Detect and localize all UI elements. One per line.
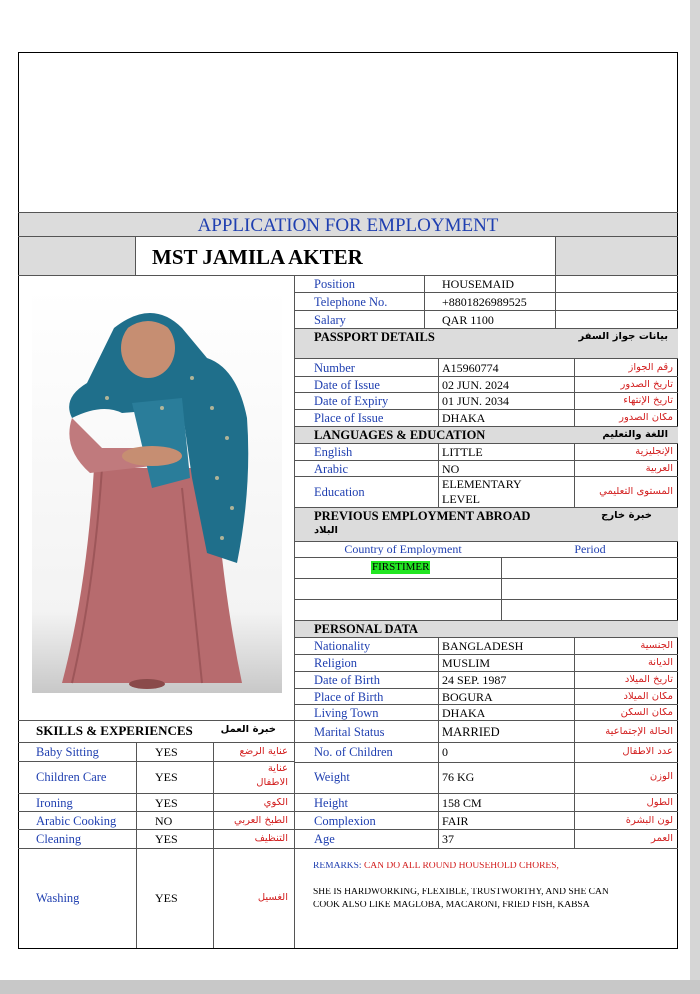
previous-title: PREVIOUS EMPLOYMENT ABROAD (314, 510, 531, 523)
languages-title-arabic: اللغة والتعليم (602, 430, 668, 440)
arabic-label: Arabic (314, 463, 349, 476)
weight-arabic: الوزن (649, 772, 673, 782)
place-of-issue-arabic: مكان الصدور (619, 413, 673, 423)
nationality-label: Nationality (314, 640, 371, 653)
baby-sitting-arabic: عناية الرضع (239, 747, 288, 757)
baby-sitting-label: Baby Sitting (36, 746, 99, 759)
page-bottom-bar (0, 980, 700, 994)
children-care-arabic-2: الأطفال (256, 778, 288, 788)
height-arabic: الطول (646, 798, 673, 808)
weight-label: Weight (314, 771, 350, 784)
applicant-name: MST JAMILA AKTER (152, 245, 363, 269)
education-value-line1: ELEMENTARY (442, 478, 522, 490)
passport-title-arabic: بيانات جواز السفر (578, 332, 668, 342)
ironing-label: Ironing (36, 797, 73, 810)
washing-label: Washing (36, 892, 80, 905)
skills-title: SKILLS & EXPERIENCES (36, 724, 193, 737)
date-of-birth-value: 24 SEP. 1987 (442, 674, 507, 686)
remarks-text: CAN DO ALL ROUND HOUSEHOLD CHORES, (363, 862, 559, 871)
name-band-right (556, 237, 677, 275)
cleaning-arabic: التنظيف (254, 834, 288, 844)
nationality-arabic: الجنسية (640, 641, 673, 651)
children-label: No. of Children (314, 746, 393, 759)
arabic-cooking-value: NO (155, 815, 173, 827)
place-of-birth-label: Place of Birth (314, 691, 384, 704)
country-of-employment-header: Country of Employment (344, 543, 462, 555)
passport-title: PASSPORT DETAILS (314, 331, 435, 344)
place-of-birth-arabic: مكان الميلاد (623, 692, 673, 702)
age-arabic: العمر (651, 834, 673, 844)
cleaning-value: YES (155, 833, 178, 845)
baby-sitting-value: YES (155, 746, 178, 758)
weight-value: 76 KG (442, 771, 475, 783)
washing-arabic: الغسيل (257, 893, 288, 903)
living-town-value: DHAKA (442, 707, 486, 719)
name-band-left (19, 237, 135, 275)
education-value-line2: LEVEL (442, 493, 480, 505)
scroll-gutter (690, 0, 700, 994)
religion-value: MUSLIM (442, 657, 491, 669)
age-value: 37 (442, 833, 454, 845)
religion-label: Religion (314, 657, 358, 670)
remarks-line1 (313, 862, 559, 872)
remarks-line3: COOK ALSO LIKE MAGLOBA, MACARONI, FRIED FISH, KABSA (313, 901, 590, 910)
place-of-issue-value: DHAKA (442, 412, 486, 424)
date-of-expiry-value: 01 JUN. 2034 (442, 395, 510, 407)
place-of-issue-label: Place of Issue (314, 412, 384, 425)
ironing-value: YES (155, 797, 178, 809)
height-label: Height (314, 797, 349, 810)
children-arabic: عدد الأطفال (622, 747, 673, 757)
marital-status-label: Marital Status (314, 726, 385, 739)
form-title: APPLICATION FOR EMPLOYMENT (197, 215, 499, 236)
date-of-expiry-arabic: تاريخ الإنتهاء (623, 396, 673, 406)
arabic-value: NO (442, 463, 460, 475)
height-value: 158 CM (442, 797, 482, 809)
complexion-arabic: لون البشرة (625, 816, 673, 826)
education-arabic: المستوى التعليمي (599, 487, 673, 497)
ironing-arabic: الكوي (263, 798, 288, 808)
previous-title-arabic-1: خبرة خارج (601, 511, 652, 521)
position-label: Position (314, 278, 355, 291)
remarks-label: REMARKS: (313, 862, 362, 871)
salary-value: QAR 1100 (442, 314, 494, 326)
living-town-arabic: مكان السكن (620, 708, 673, 718)
arabic-arabic: العربية (645, 464, 673, 474)
date-of-expiry-label: Date of Expiry (314, 395, 389, 408)
passport-number-value: A15960774 (442, 362, 499, 374)
date-of-issue-value: 02 JUN. 2024 (442, 379, 510, 391)
skills-title-arabic: خبرة العمل (220, 725, 276, 735)
arabic-cooking-arabic: الطبخ العربي (234, 816, 288, 826)
cleaning-label: Cleaning (36, 833, 82, 846)
children-care-arabic-1: عناية (267, 764, 288, 774)
applicant-photo (32, 288, 282, 693)
english-value: LITTLE (442, 446, 483, 458)
date-of-issue-label: Date of Issue (314, 379, 380, 392)
salary-label: Salary (314, 314, 346, 327)
nationality-value: BANGLADESH (442, 640, 524, 652)
english-arabic: الإنجليزية (635, 447, 673, 457)
complexion-label: Complexion (314, 815, 376, 828)
passport-number-arabic: رقم الجواز (628, 363, 673, 373)
marital-status-arabic: الحالة الإجتماعية (605, 727, 673, 737)
period-header: Period (574, 543, 606, 555)
children-value: 0 (442, 746, 448, 758)
arabic-cooking-label: Arabic Cooking (36, 815, 117, 828)
children-care-value: YES (155, 771, 178, 783)
religion-arabic: الديانة (647, 658, 673, 668)
date-of-issue-arabic: تاريخ الصدور (620, 380, 673, 390)
date-of-birth-arabic: تاريخ الميلاد (624, 675, 673, 685)
place-of-birth-value: BOGURA (442, 691, 493, 703)
personal-title: PERSONAL DATA (314, 623, 419, 636)
passport-number-label: Number (314, 362, 355, 375)
remarks-line2: SHE IS HARDWORKING, FLEXIBLE, TRUSTWORTHY, AND SHE CAN (313, 888, 609, 897)
first-timer-badge: FIRSTIMER (372, 561, 430, 573)
telephone-label: Telephone No. (314, 296, 388, 309)
previous-title-arabic-2: البلاد (314, 526, 338, 536)
age-label: Age (314, 833, 335, 846)
marital-status-value: MARRIED (442, 726, 500, 739)
children-care-label: Children Care (36, 771, 107, 784)
education-label: Education (314, 486, 365, 499)
washing-value: YES (155, 892, 178, 904)
date-of-birth-label: Date of Birth (314, 674, 380, 687)
languages-title: LANGUAGES & EDUCATION (314, 429, 486, 442)
living-town-label: Living Town (314, 707, 379, 720)
english-label: English (314, 446, 353, 459)
telephone-value: +8801826989525 (442, 296, 527, 308)
position-value: HOUSEMAID (442, 278, 514, 290)
complexion-value: FAIR (442, 815, 469, 827)
